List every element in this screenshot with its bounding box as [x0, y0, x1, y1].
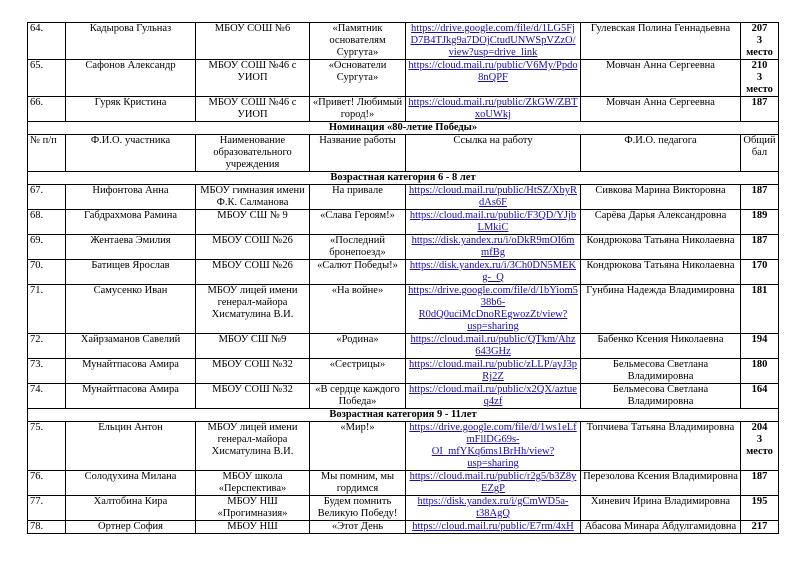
- work-link[interactable]: https://drive.google.com/file/d/1bYiom538b6-R0dQ0uciMcDnoREgwozZt/view?usp=sharing: [406, 285, 581, 334]
- teacher-name: Бельмесова Светлана Владимировна: [581, 384, 741, 409]
- school-name: МБОУ гимназия имени Ф.К. Салманова: [196, 185, 310, 210]
- school-name: МБОУ НШ «Прогимназия»: [196, 496, 310, 521]
- work-link[interactable]: https://disk.yandex.ru/i/oDkR9mOI6mmfBg: [406, 235, 581, 260]
- row-number: 73.: [28, 359, 66, 384]
- total-score: 207: [751, 23, 768, 34]
- participant-name: Халтобина Кира: [66, 496, 196, 521]
- participant-name: Батищев Ярослав: [66, 260, 196, 285]
- table-row: [28, 422, 779, 471]
- school-name: МБОУ СОШ №26: [196, 260, 310, 285]
- school-name: МБОУ СОШ №46 с УИОП: [196, 60, 310, 97]
- work-link[interactable]: https://disk.yandex.ru/i/gCmWD5a-t38AgQ: [406, 496, 581, 521]
- table-row: [28, 521, 779, 534]
- total-score: 181: [751, 285, 768, 296]
- teacher-name: Бабенко Ксения Николаевна: [581, 334, 741, 359]
- row-number: 78.: [28, 521, 66, 534]
- document-page: [27, 22, 778, 534]
- place-label: 3 место: [746, 72, 773, 95]
- participant-name: Сафонов Александр: [66, 60, 196, 97]
- teacher-name: Сарёва Дарья Александровна: [581, 210, 741, 235]
- table-row: [28, 210, 779, 235]
- row-number: 71.: [28, 285, 66, 334]
- score-cell: [741, 359, 779, 384]
- teacher-name: Хиневич Ирина Владимировна: [581, 496, 741, 521]
- school-name: МБОУ СОШ №32: [196, 359, 310, 384]
- participant-name: Габдрахмова Рамина: [66, 210, 196, 235]
- total-score: 164: [751, 384, 768, 395]
- score-cell: [741, 23, 779, 60]
- table-row: [28, 23, 779, 60]
- score-cell: [741, 471, 779, 496]
- total-score: 194: [751, 334, 768, 345]
- row-number: 69.: [28, 235, 66, 260]
- work-link[interactable]: https://cloud.mail.ru/public/r2g5/b3Z8yEZgP: [406, 471, 581, 496]
- results-table: [27, 22, 779, 534]
- school-name: МБОУ СОШ №26: [196, 235, 310, 260]
- total-score: 187: [751, 235, 768, 246]
- table-row: [28, 185, 779, 210]
- row-number: 67.: [28, 185, 66, 210]
- row-number: 77.: [28, 496, 66, 521]
- row-number: 64.: [28, 23, 66, 60]
- score-cell: [741, 384, 779, 409]
- score-cell: [741, 185, 779, 210]
- participant-name: Мунайтпасова Амира: [66, 384, 196, 409]
- place-label: 3 место: [746, 434, 773, 457]
- work-title: «Этот День: [310, 521, 406, 534]
- row-number: 75.: [28, 422, 66, 471]
- header-name: Ф.И.О. участника: [66, 135, 196, 172]
- participant-name: Нифонтова Анна: [66, 185, 196, 210]
- work-title: «На войне»: [310, 285, 406, 334]
- table-row: [28, 97, 779, 122]
- work-title: «Привет! Любимый город!»: [310, 97, 406, 122]
- table-row: [28, 359, 779, 384]
- work-link[interactable]: https://cloud.mail.ru/public/HtSZ/XbyRdAs6F: [406, 185, 581, 210]
- school-name: МБОУ СОШ №46 с УИОП: [196, 97, 310, 122]
- work-link[interactable]: https://drive.google.com/file/d/1LG5FjD7B4TJkg9a7DOjCtudUNWSpVZzO/view?usp=drive_link: [406, 23, 581, 60]
- total-score: 204: [751, 422, 768, 433]
- header-school: Наименование образовательного учреждения: [196, 135, 310, 172]
- work-title: Мы помним, мы гордимся: [310, 471, 406, 496]
- work-link[interactable]: https://cloud.mail.ru/public/x2QX/aztueq4zf: [406, 384, 581, 409]
- school-name: МБОУ СОШ №32: [196, 384, 310, 409]
- score-cell: [741, 210, 779, 235]
- header-link: Ссылка на работу: [406, 135, 581, 172]
- nomination-section: [28, 122, 779, 185]
- participant-name: Мунайтпасова Амира: [66, 359, 196, 384]
- table-row: [28, 260, 779, 285]
- table-row: [28, 334, 779, 359]
- teacher-name: Бельмесова Светлана Владимировна: [581, 359, 741, 384]
- work-link[interactable]: https://cloud.mail.ru/public/F3QD/YJjbLMkiC: [406, 210, 581, 235]
- work-title: «Родина»: [310, 334, 406, 359]
- teacher-name: Топчиева Татьяна Владимировна: [581, 422, 741, 471]
- table-row: [28, 496, 779, 521]
- table-row: [28, 235, 779, 260]
- participant-name: Солодухина Милана: [66, 471, 196, 496]
- participant-name: Гуряк Кристина: [66, 97, 196, 122]
- participant-name: Самусенко Иван: [66, 285, 196, 334]
- row-number: 65.: [28, 60, 66, 97]
- table-row: [28, 60, 779, 97]
- school-name: МБОУ СШ № 9: [196, 210, 310, 235]
- score-cell: [741, 97, 779, 122]
- score-cell: [741, 422, 779, 471]
- work-title: «Основатели Сургута»: [310, 60, 406, 97]
- nomination-title: Номинация «80-летие Победы»: [28, 122, 779, 135]
- score-cell: [741, 285, 779, 334]
- row-number: 68.: [28, 210, 66, 235]
- table-row: [28, 471, 779, 496]
- participant-name: Ельцин Антон: [66, 422, 196, 471]
- work-link[interactable]: https://cloud.mail.ru/public/zLLP/ayJ3pRj2Z: [406, 359, 581, 384]
- participant-name: Ортнер София: [66, 521, 196, 534]
- table-row: [28, 285, 779, 334]
- total-score: 189: [751, 210, 768, 221]
- score-cell: [741, 521, 779, 534]
- work-title: «Последний бронепоезд»: [310, 235, 406, 260]
- teacher-name: Мовчан Анна Сергеевна: [581, 60, 741, 97]
- table-row: [28, 384, 779, 409]
- work-link[interactable]: https://drive.google.com/file/d/1ws1eLfmFllDG69s-OI_mfYKq6ms1BrHh/view?usp=sharing: [406, 422, 581, 471]
- school-name: МБОУ СОШ №6: [196, 23, 310, 60]
- score-cell: [741, 260, 779, 285]
- work-title: На привале: [310, 185, 406, 210]
- work-title: «Сестрицы»: [310, 359, 406, 384]
- work-title: «Слава Героям!»: [310, 210, 406, 235]
- total-score: 217: [751, 521, 768, 532]
- participant-name: Кадырова Гульназ: [66, 23, 196, 60]
- work-link[interactable]: https://cloud.mail.ru/public/QTkm/Ahz643GHz: [406, 334, 581, 359]
- table-body-category-1: [28, 185, 779, 409]
- school-name: МБОУ школа «Перспектива»: [196, 471, 310, 496]
- teacher-name: Гунбина Надежда Владимировна: [581, 285, 741, 334]
- participant-name: Хайрзаманов Савелий: [66, 334, 196, 359]
- score-cell: [741, 334, 779, 359]
- school-name: МБОУ лицей имени генерал-майора Хисматулина В.И.: [196, 422, 310, 471]
- row-number: 72.: [28, 334, 66, 359]
- age-category-title: Возрастная категория 6 - 8 лет: [28, 172, 779, 185]
- school-name: МБОУ СШ №9: [196, 334, 310, 359]
- total-score: 187: [751, 97, 768, 108]
- teacher-name: Мовчан Анна Сергеевна: [581, 97, 741, 122]
- score-cell: [741, 235, 779, 260]
- work-title: «В сердце каждого Победа»: [310, 384, 406, 409]
- work-title: «Салют Победы!»: [310, 260, 406, 285]
- place-label: 3 место: [746, 35, 773, 58]
- row-number: 70.: [28, 260, 66, 285]
- row-number: 74.: [28, 384, 66, 409]
- total-score: 187: [751, 185, 768, 196]
- work-link[interactable]: https://cloud.mail.ru/public/V6My/Ppdo8nQPF: [406, 60, 581, 97]
- teacher-name: Сивкова Марина Викторовна: [581, 185, 741, 210]
- header-number: № п/п: [28, 135, 66, 172]
- row-number: 76.: [28, 471, 66, 496]
- total-score: 180: [751, 359, 768, 370]
- header-work: Название работы: [310, 135, 406, 172]
- teacher-name: Гулевская Полина Геннадьевна: [581, 23, 741, 60]
- work-link[interactable]: https://cloud.mail.ru/public/ZkGW/ZBTxoUWkj: [406, 97, 581, 122]
- total-score: 187: [751, 471, 768, 482]
- work-link[interactable]: https://disk.yandex.ru/i/3Ch0DN5MEKg-_Q: [406, 260, 581, 285]
- total-score: 170: [751, 260, 768, 271]
- teacher-name: Кондрюкова Татьяна Николаевна: [581, 235, 741, 260]
- work-title: «Мир!»: [310, 422, 406, 471]
- score-cell: [741, 496, 779, 521]
- school-name: МБОУ лицей имени генерал-майора Хисматулина В.И.: [196, 285, 310, 334]
- work-link[interactable]: https://cloud.mail.ru/public/E7rm/4xH: [406, 521, 581, 534]
- table-body-top: [28, 23, 779, 122]
- teacher-name: Абасова Минара Абдулгамидовна: [581, 521, 741, 534]
- table-body-category-2: [28, 422, 779, 534]
- school-name: МБОУ НШ: [196, 521, 310, 534]
- header-score: Общий бал: [741, 135, 779, 172]
- total-score: 195: [751, 496, 768, 507]
- category-2-section: [28, 409, 779, 422]
- age-category-title: Возрастная категория 9 - 11лет: [28, 409, 779, 422]
- teacher-name: Перезолова Ксения Владимировна: [581, 471, 741, 496]
- row-number: 66.: [28, 97, 66, 122]
- header-teacher: Ф.И.О. педагога: [581, 135, 741, 172]
- header-row: [28, 135, 779, 172]
- participant-name: Жентаева Эмилия: [66, 235, 196, 260]
- score-cell: [741, 60, 779, 97]
- work-title: Будем помнить Великую Победу!: [310, 496, 406, 521]
- teacher-name: Кондрюкова Татьяна Николаевна: [581, 260, 741, 285]
- work-title: «Памятник основателям Сургута»: [310, 23, 406, 60]
- total-score: 210: [751, 60, 768, 71]
